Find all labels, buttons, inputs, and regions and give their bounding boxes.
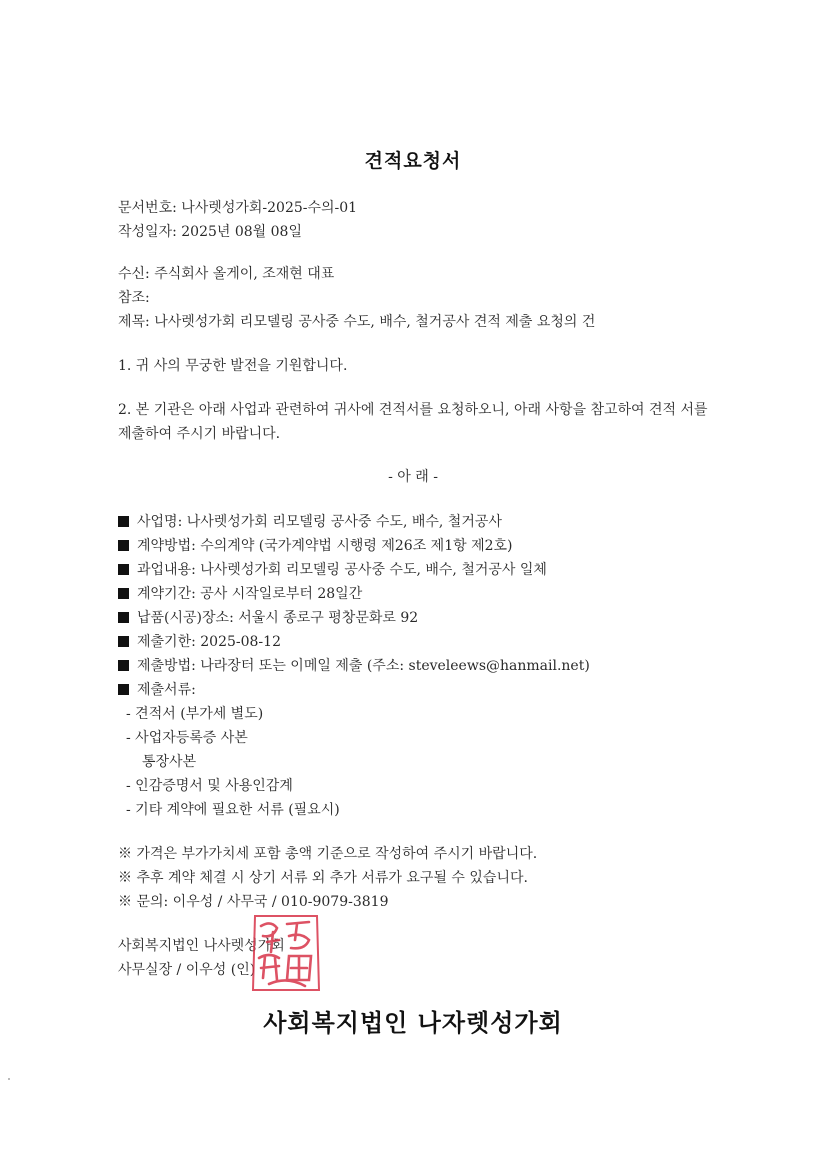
doc-number: 문서번호: 나사렛성가회-2025-수의-01 [118, 200, 358, 216]
official-seal-icon [247, 906, 325, 998]
scan-speck [8, 1078, 10, 1080]
bullet-square-icon [118, 516, 129, 527]
bullet-square-icon [118, 564, 129, 575]
notice-heading: - 아 래 - [388, 469, 438, 485]
note-additional-docs: ※ 추후 계약 체결 시 상기 서류 외 추가 서류가 요구될 수 있습니다. [118, 870, 528, 886]
doc-other: - 기타 계약에 필요한 서류 (필요시) [126, 802, 340, 818]
bullet-square-icon [118, 588, 129, 599]
doc-date: 작성일자: 2025년 08월 08일 [118, 224, 302, 240]
subject: 제목: 나사렛성가회 리모델링 공사중 수도, 배수, 철거공사 견적 제출 요청의 건 [118, 314, 596, 330]
bullet-square-icon [118, 636, 129, 647]
item-contract-method: 계약방법: 수의계약 (국가계약법 시행령 제26조 제1항 제2호) [118, 537, 513, 555]
item-submit-method: 제출방법: 나라장터 또는 이메일 제출 (주소: steveleews@hanmail.net) [118, 657, 590, 675]
paragraph-2: 2. 본 기관은 아래 사업과 관련하여 귀사에 견적서를 요청하오니, 아래 사항을 참고하여 견적 서를 제출하여 주시기 바랍니다. [118, 402, 708, 442]
doc-estimate: - 견적서 (부가세 별도) [126, 706, 264, 722]
document-title: 견적요청서 [364, 150, 462, 172]
doc-seal-cert: - 인감증명서 및 사용인감계 [126, 778, 293, 794]
item-deadline: 제출기한: 2025-08-12 [118, 633, 281, 651]
note-contact: ※ 문의: 이우성 / 사무국 / 010-9079-3819 [118, 894, 389, 910]
bullet-square-icon [118, 612, 129, 623]
paragraph-1: 1. 귀 사의 무궁한 발전을 기원합니다. [118, 358, 348, 374]
item-business-name: 사업명: 나사렛성가회 리모델링 공사중 수도, 배수, 철거공사 [118, 513, 502, 531]
item-contract-period: 계약기간: 공사 시작일로부터 28일간 [118, 585, 362, 603]
bullet-square-icon [118, 660, 129, 671]
doc-business-reg: - 사업자등록증 사본 [126, 730, 248, 746]
reference: 참조: [118, 290, 150, 306]
sender-org: 사회복지법인 나사렛성가회 [118, 938, 285, 954]
bullet-square-icon [118, 540, 129, 551]
doc-bankbook: 통장사본 [142, 754, 197, 770]
item-task-content: 과업내용: 나사렛성가회 리모델링 공사중 수도, 배수, 철거공사 일체 [118, 561, 547, 579]
sender-person: 사무실장 / 이우성 (인) [118, 962, 256, 978]
note-price: ※ 가격은 부가가치세 포함 총액 기준으로 작성하여 주시기 바랍니다. [118, 846, 538, 862]
item-delivery-location: 납품(시공)장소: 서울시 종로구 평창문화로 92 [118, 609, 418, 627]
signature-org: 사회복지법인 나자렛성가회 [263, 1008, 563, 1037]
recipient: 수신: 주식회사 올게이, 조재현 대표 [118, 266, 335, 282]
item-submit-docs: 제출서류: [118, 681, 196, 699]
bullet-square-icon [118, 684, 129, 695]
